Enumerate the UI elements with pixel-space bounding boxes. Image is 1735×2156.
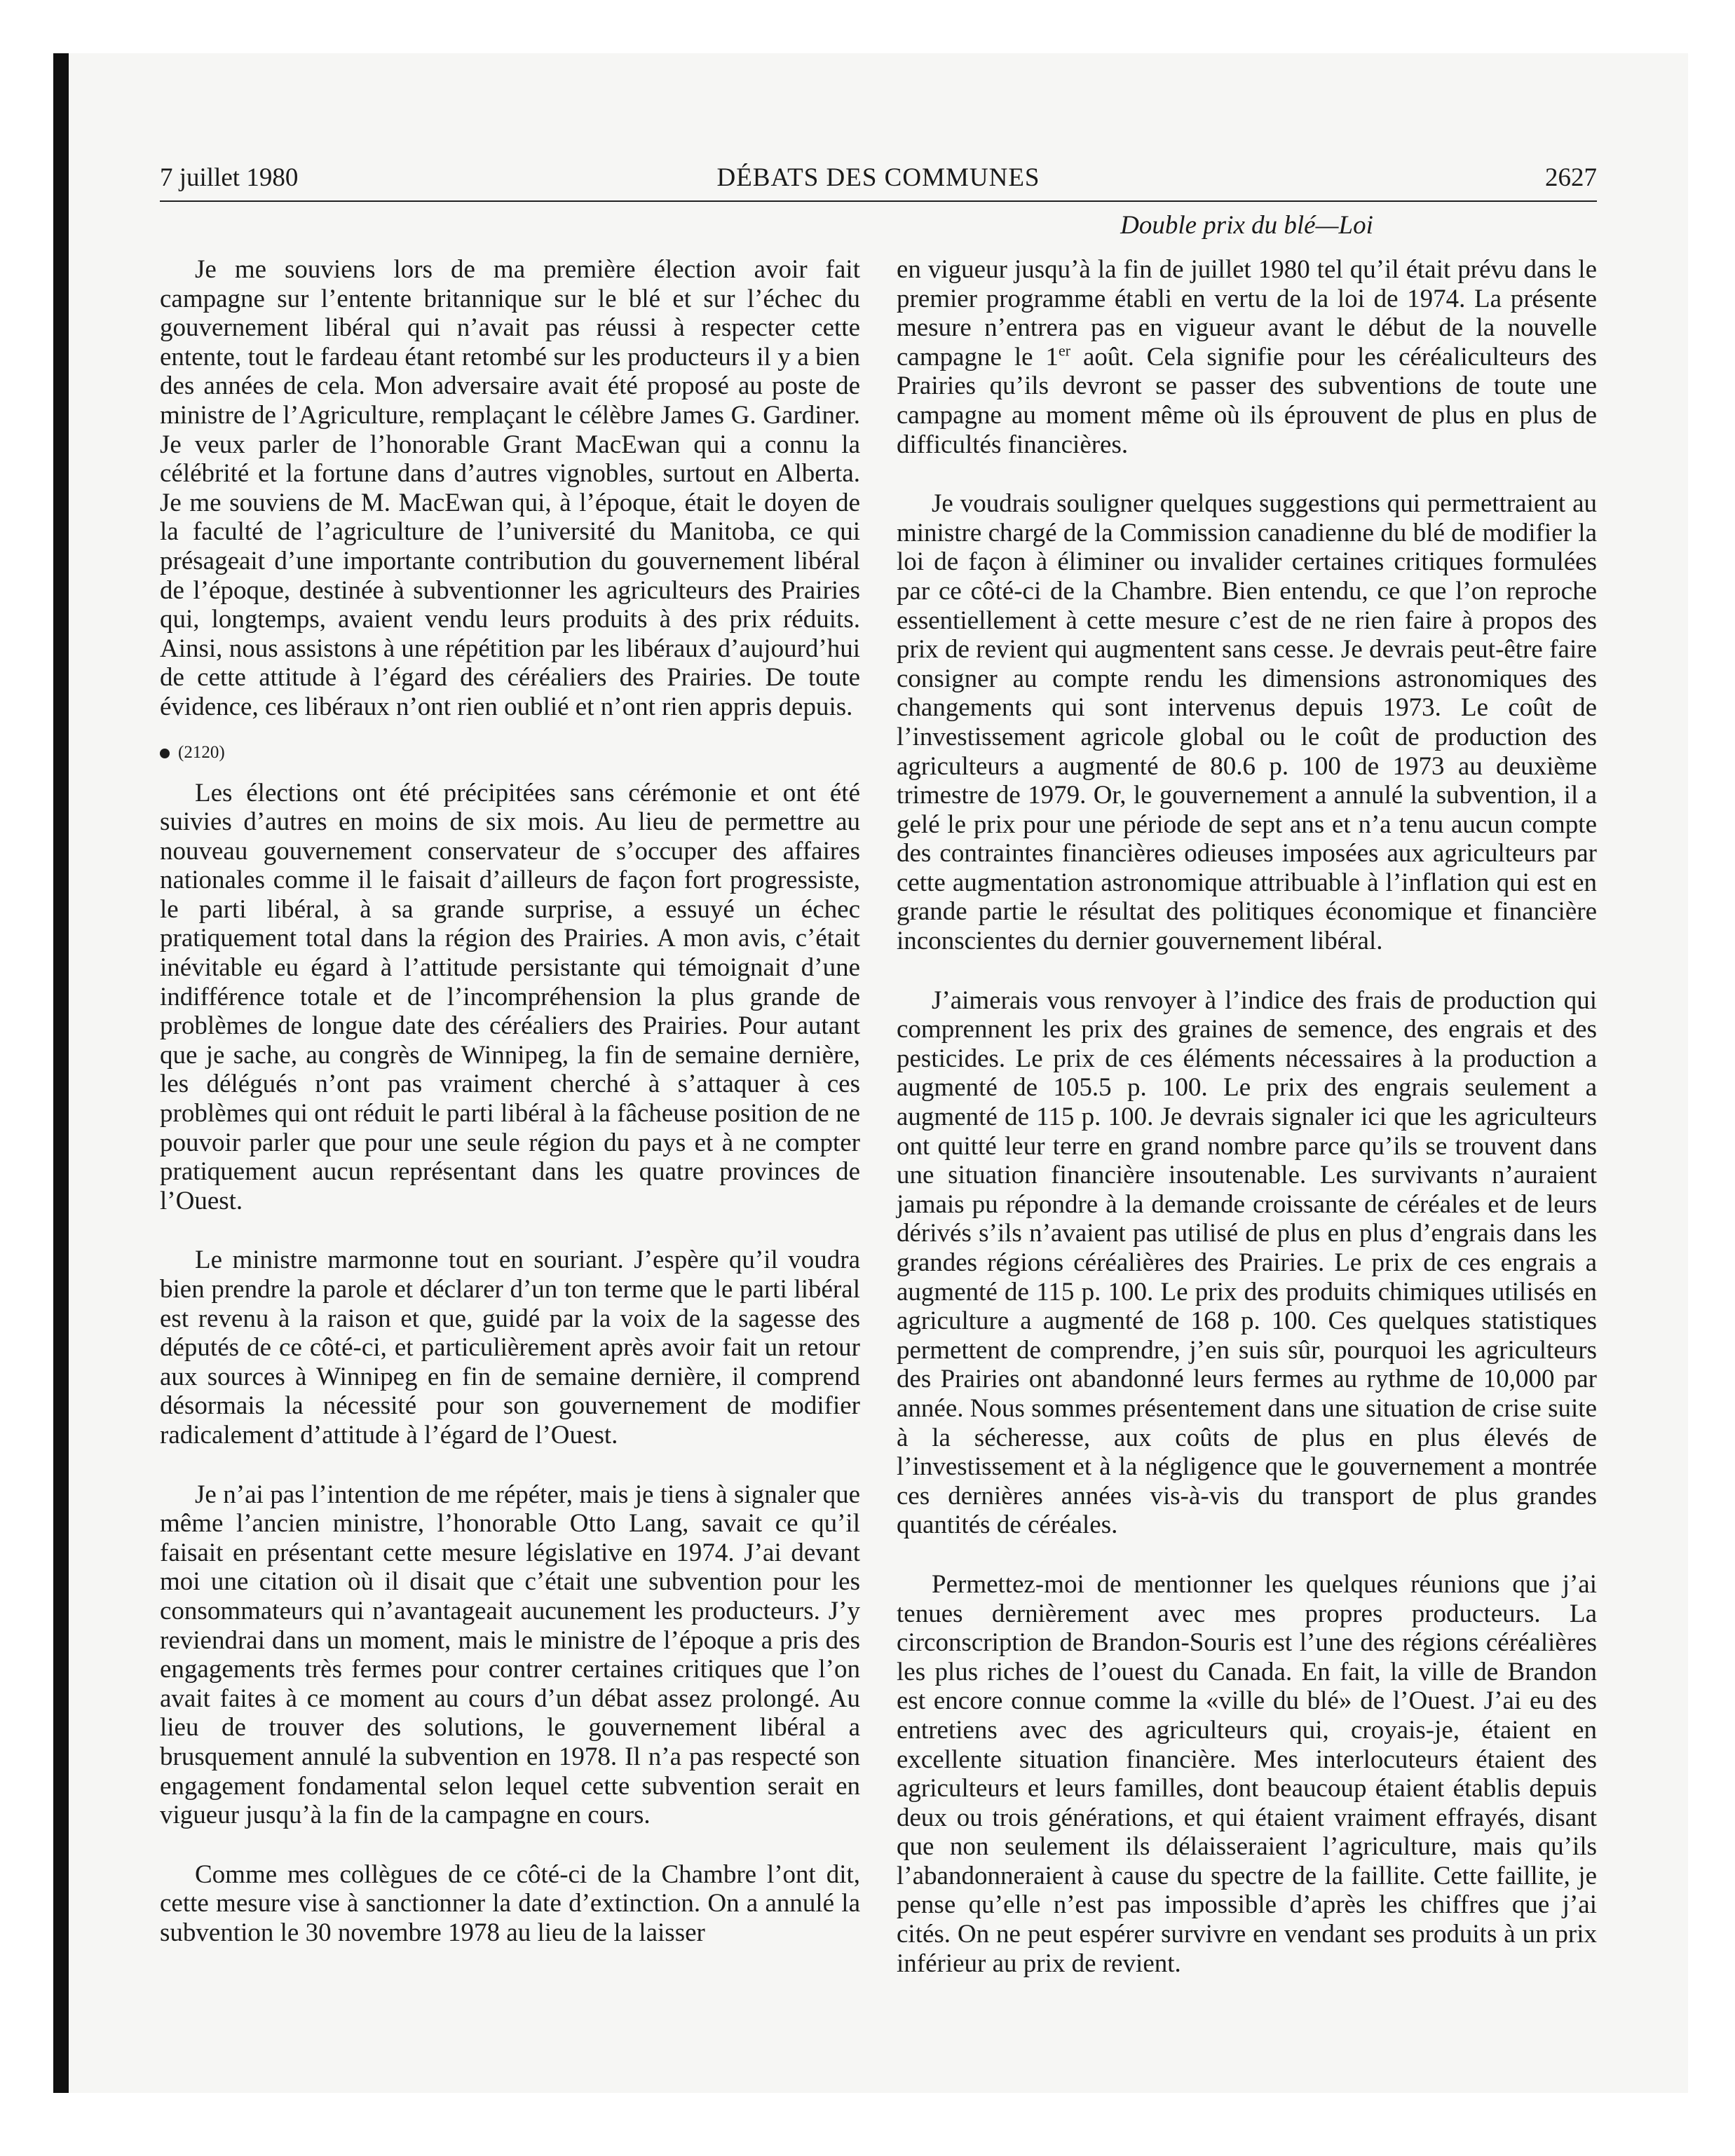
left-column (160, 255, 860, 1977)
paragraph: Permettez-moi de mentionner les quelques réunions que j’ai tenues dernièrement avec mes propres producteurs. La circonscription de Brandon-Souris est l’une des régions céréalières les plus riches de l’ouest du Canada. En fait, la ville de Brandon est encore connue comme la «ville du blé» de l’Ouest. J’ai eu des entretiens avec des agriculteurs qui, croyais-je, étaient en excellente situation financière. Mes interlocuteurs étaient des agriculteurs et leurs familles, dont beaucoup étaient établis depuis deux ou trois générations, et qui étaient vraiment effrayés, disant que non seulement ils délaisseraient l’agriculture, mais qu’ils l’abandonneraient à cause du spectre de la faillite. Cette faillite, je pense qu’elle n’est pas impossible d’après les chiffres que j’ai cités. On ne peut espérer survivre en vendant ses produits à un prix inférieur au prix de revient. (897, 1569, 1597, 1978)
paragraph: Je n’ai pas l’intention de me répéter, mais je tiens à signaler que même l’ancien ministre, l’honorable Otto Lang, savait ce qu’il faisait en présentant cette mesure législative en 1974. J’ai devant moi une citation où il disait que c’était une subvention pour les consommateurs qui n’avantageait aucunement les producteurs. J’y reviendrai dans un moment, mais le ministre de l’époque a pris des engagements très fermes pour contrer certaines critiques que l’on avait faites à ce moment au cours d’un débat assez prolongé. Au lieu de trouver des solutions, le gouvernement libéral a brusquement annulé la subvention en 1978. Il n’a pas respecté son engagement fondamental selon lequel cette subvention serait en vigueur jusqu’à la fin de la campagne en cours. (160, 1480, 860, 1830)
superscript: er (1058, 341, 1071, 360)
scan-border (53, 53, 69, 2093)
paragraph-part: en vigueur jusqu’à la fin de juillet 1980 tel qu’il était prévu dans le premier programme établi en vertu de la loi de 1974. La présente mesure n’entrera pas en vigueur avant le début de la nouvelle campagne le 1 (897, 255, 1597, 371)
paragraph-continued (897, 255, 1597, 459)
bullet-icon (160, 749, 170, 758)
header-title: DÉBATS DES COMMUNES (716, 163, 1040, 192)
page-number: 2627 (1545, 163, 1597, 192)
right-column (897, 255, 1597, 2008)
running-title: Double prix du blé—Loi (1120, 211, 1373, 240)
paragraph: Comme mes collègues de ce côté-ci de la Chambre l’ont dit, cette mesure vise à sanctionner la date d’extinction. On a annulé la subvention le 30 novembre 1978 au lieu de la laisser (160, 1860, 860, 1947)
header-date: 7 juillet 1980 (160, 163, 299, 192)
paragraph: Les élections ont été précipitées sans cérémonie et ont été suivies d’autres en moins de six mois. Au lieu de permettre au nouveau gouvernement conservateur de s’occuper des affaires nationales comme il le faisait d’ailleurs de façon fort progressiste, le parti libéral, à sa grande surprise, a essuyé un échec pratiquement total dans la région des Prairies. A mon avis, c’était inévitable eu égard à l’attitude persistante qui témoignait d’une indifférence totale et de l’incompréhension la plus grande de problèmes de longue date des céréaliers des Prairies. Pour autant que je sache, au congrès de Winnipeg, la fin de semaine dernière, les délégués n’ont pas vraiment cherché à s’attaquer à ces problèmes qui ont réduit le parti libéral à la fâcheuse position de ne pouvoir parler que pour une seule région du pays et à ne compter pratiquement aucun représentant dans les quatre provinces de l’Ouest. (160, 778, 860, 1215)
header-rule (160, 200, 1597, 202)
time-marker-text: (2120) (178, 742, 225, 762)
page-header (160, 163, 1597, 202)
paragraph: Je me souviens lors de ma première élection avoir fait campagne sur l’entente britannique sur le blé et sur l’échec du gouvernement libéral qui n’avait pas réussi à respecter cette entente, tout le fardeau étant retombé sur les producteurs il y a bien des années de cela. Mon adversaire avait été proposé au poste de ministre de l’Agriculture, remplaçant le célèbre James G. Gardiner. Je veux parler de l’honorable Grant MacEwan qui a connu la célébrité et la fortune dans d’autres vignobles, surtout en Alberta. Je me souviens de M. MacEwan qui, à l’époque, était le doyen de la faculté de l’agriculture de l’université du Manitoba, ce qui présageait d’une importante contribution du gouvernement libéral de l’époque, destinée à subventionner les agriculteurs des Prairies qui, longtemps, avaient vendu leurs produits à des prix réduits. Ainsi, nous assistons à une répétition par les libéraux d’aujourd’hui de cette attitude à l’égard des céréaliers des Prairies. De toute évidence, ces libéraux n’ont rien oublié et n’ont rien appris depuis. (160, 255, 860, 721)
paragraph: J’aimerais vous renvoyer à l’indice des frais de production qui comprennent les prix des graines de semence, des engrais et des pesticides. Le prix de ces éléments nécessaires à la production a augmenté de 105.5 p. 100. Le prix des engrais seulement a augmenté de 115 p. 100. Je devrais signaler ici que les agriculteurs ont quitté leur terre en grand nombre parce qu’ils se trouvent dans une situation financière insoutenable. Les survivants n’auraient jamais pu répondre à la demande croissante de céréales et de leurs dérivés s’ils n’avaient pas utilisé de plus en plus d’engrais dans les grandes régions céréalières des Prairies. Le prix de ces engrais a augmenté de 115 p. 100. Le prix des produits chimiques utilisés en agriculture a augmenté de 168 p. 100. Ces quelques statistiques permettent de comprendre, j’en suis sûr, pourquoi les agriculteurs des Prairies ont abandonné leurs fermes au rythme de 10,000 par année. Nous sommes présentement dans une situation de crise suite à la sécheresse, aux coûts de plus en plus élevés de l’investissement et à la négligence que le gouvernement a montrée ces dernières années vis-à-vis du transport de plus grandes quantités de céréales. (897, 985, 1597, 1540)
time-marker (160, 742, 860, 763)
paragraph: Je voudrais souligner quelques suggestions qui permettraient au ministre chargé de la Commission canadienne du blé de modifier la loi de façon à éliminer ou invalider certaines critiques formulées par ce côté-ci de la Chambre. Bien entendu, ce que l’on reproche essentiellement à cette mesure c’est de ne rien faire à propos des prix de revient qui augmentent sans cesse. Je devrais peut-être faire consigner au compte rendu les dimensions astronomiques des changements qui sont intervenus depuis 1973. Le coût de l’investissement agricole global ou le coût de production des agriculteurs a augmenté de 80.6 p. 100 de 1973 au deuxième trimestre de 1979. Or, le gouvernement a annulé la subvention, il a gelé le prix pour une période de sept ans et n’a tenu aucun compte des contraintes financières odieuses imposées aux agriculteurs par cette augmentation astronomique attribuable à l’inflation qui est en grande partie le résultat des politiques économique et financière inconscientes du dernier gouvernement libéral. (897, 489, 1597, 956)
paragraph: Le ministre marmonne tout en souriant. J’espère qu’il voudra bien prendre la parole et déclarer d’un ton terme que le parti libéral est revenu à la raison et que, guidé par la voix de la sagesse des députés de ce côté-ci, et particulièrement après avoir fait un retour aux sources à Winnipeg en fin de semaine dernière, il comprend désormais la nécessité pour son gouvernement de modifier radicalement d’attitude à l’égard de l’Ouest. (160, 1246, 860, 1449)
paragraph-part: août. Cela signifie pour les céréaliculteurs des Prairies qu’ils devront se passer des subventions de toute une campagne au moment même où ils éprouvent de plus en plus de difficultés financières. (897, 342, 1597, 459)
